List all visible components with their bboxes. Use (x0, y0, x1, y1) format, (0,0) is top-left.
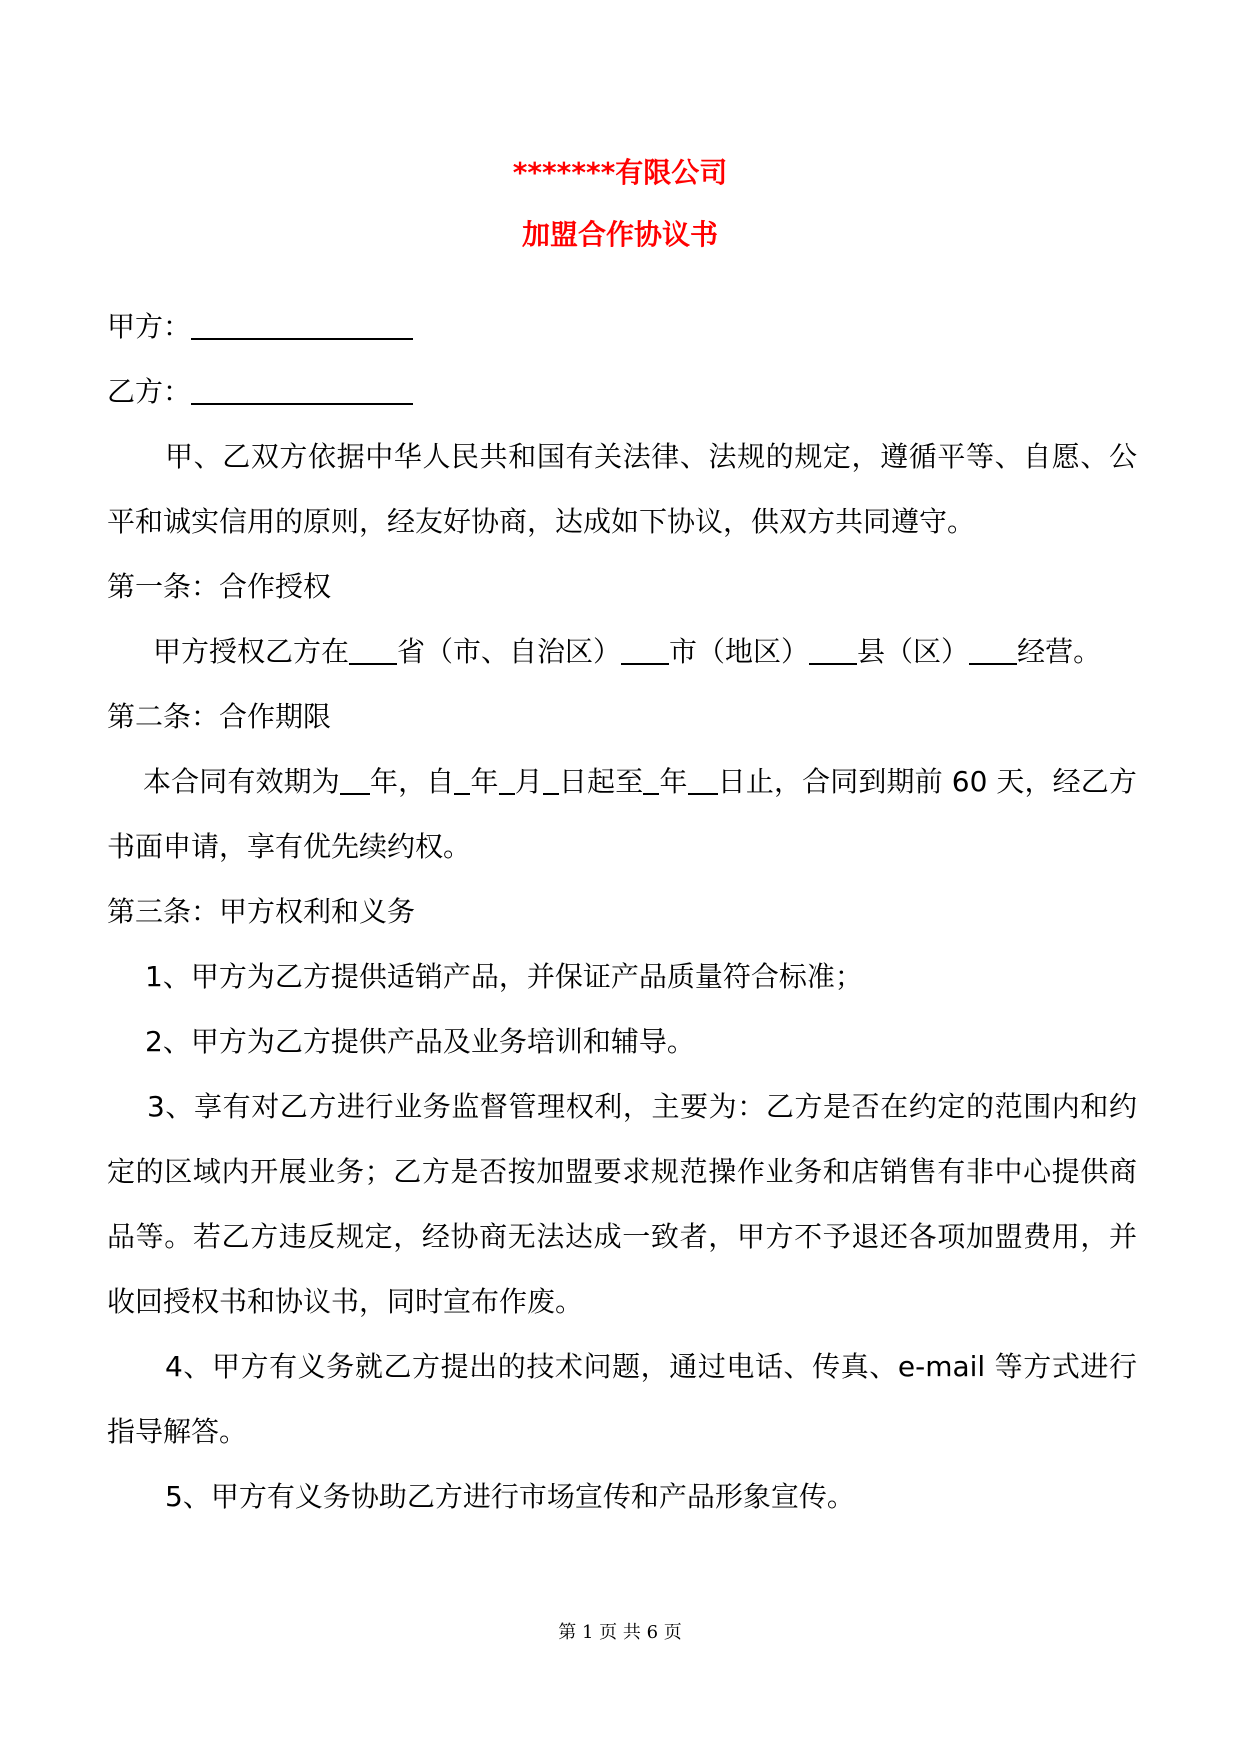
start-month-blank (499, 763, 515, 795)
business-blank (969, 633, 1017, 665)
city-blank (621, 633, 669, 665)
article3-heading: 第三条：甲方权利和义务 (107, 895, 416, 928)
county-blank (809, 633, 857, 665)
party-a-blank (191, 308, 413, 340)
article3-item-5: 5、甲方有义务协助乙方进行市场宣传和产品形象宣传。 (165, 1480, 855, 1513)
article2-paragraph (107, 749, 1137, 879)
article2-seg7: 日止，合同到期前 60 天，经乙方书面申请，享有优先续约权。 (107, 765, 1137, 863)
party-b-line (107, 359, 1137, 424)
article1-seg3: 市（地区） (669, 635, 810, 668)
article3-item-1: 1、甲方为乙方提供适销产品，并保证产品质量符合标准； (145, 960, 863, 993)
end-day-blank (688, 763, 718, 795)
article2-seg1: 本合同有效期为 (143, 765, 340, 798)
article1-heading: 第一条：合作授权 (107, 570, 332, 603)
article2-seg5: 日起至 (558, 765, 644, 798)
end-year-blank (643, 763, 659, 795)
article2-seg6: 年 (659, 765, 688, 798)
article2-seg4: 月 (514, 765, 543, 798)
party-a-label: 甲方： (107, 310, 192, 343)
document-body (107, 294, 1137, 1529)
party-a-line (107, 294, 1137, 359)
article1-seg5: 经营。 (1017, 635, 1102, 668)
article2-seg2: 年，自 (369, 765, 455, 798)
intro-paragraph: 甲、乙双方依据中华人民共和国有关法律、法规的规定，遵循平等、自愿、公平和诚实信用的原则，经友好协商，达成如下协议，供双方共同遵守。 (107, 440, 1137, 538)
document-title: 加盟合作协议书 (521, 218, 718, 251)
article3-item-3: 3、享有对乙方进行业务监督管理权利，主要为：乙方是否在约定的范围内和约定的区域内开展业务；乙方是否按加盟要求规范操作业务和店销售有非中心提供商品等。若乙方违反规定，经协商无法达成一致者，甲方不予退还各项加盟费用，并收回授权书和协议书，同时宣布作废。 (107, 1090, 1137, 1318)
article1-seg4: 县（区） (857, 635, 970, 668)
province-blank (349, 633, 397, 665)
company-name: *******有限公司 (512, 156, 728, 189)
party-b-blank (191, 373, 413, 405)
article1-seg2: 省（市、自治区） (397, 635, 622, 668)
party-b-label: 乙方： (107, 375, 192, 408)
start-year-blank (454, 763, 470, 795)
article3-item-2: 2、甲方为乙方提供产品及业务培训和辅导。 (145, 1025, 695, 1058)
start-day-blank (543, 763, 559, 795)
article1-paragraph (107, 619, 1137, 684)
article2-heading: 第二条：合作期限 (107, 700, 332, 733)
term-years-blank (340, 763, 370, 795)
article2-seg3: 年 (470, 765, 499, 798)
article3-item-4: 4、甲方有义务就乙方提出的技术问题，通过电话、传真、e-mail 等方式进行指导解答。 (107, 1350, 1137, 1448)
page-footer: 第 1 页 共 6 页 (558, 1622, 682, 1643)
article1-seg1: 甲方授权乙方在 (153, 635, 350, 668)
